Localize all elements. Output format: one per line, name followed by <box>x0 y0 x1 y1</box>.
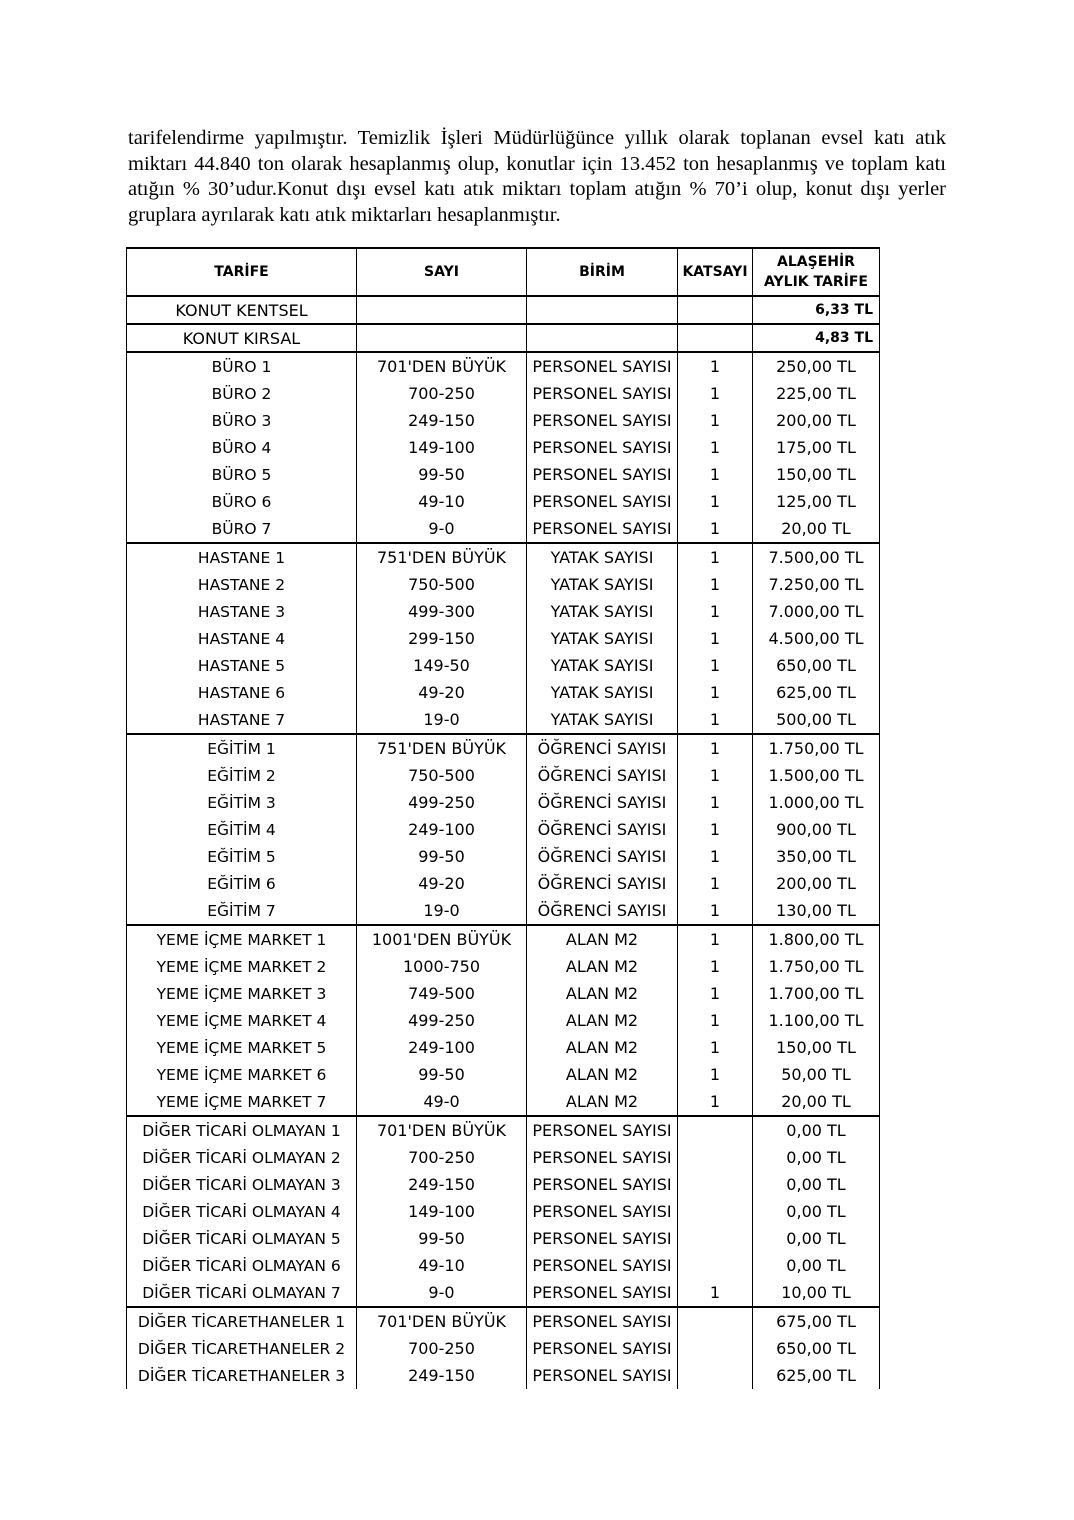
cell-sayi: 249-150 <box>357 1171 527 1198</box>
cell-birim: PERSONEL SAYISI <box>527 1279 678 1307</box>
table-row <box>127 1307 880 1335</box>
cell-birim: ÖĞRENCİ SAYISI <box>527 816 678 843</box>
cell-tarife: YEME İÇME MARKET 1 <box>127 925 357 953</box>
cell-birim: PERSONEL SAYISI <box>527 461 678 488</box>
cell-birim: ALAN M2 <box>527 953 678 980</box>
cell-sayi: 299-150 <box>357 625 527 652</box>
header-alasehir-line1: ALAŞEHİR <box>777 254 855 270</box>
cell-katsayi: 1 <box>678 897 753 925</box>
cell-katsayi <box>678 1362 753 1389</box>
cell-fiyat: 1.700,00 TL <box>753 980 880 1007</box>
cell-tarife: DİĞER TİCARİ OLMAYAN 3 <box>127 1171 357 1198</box>
cell-fiyat: 625,00 TL <box>753 679 880 706</box>
cell-sayi: 19-0 <box>357 706 527 734</box>
table-row <box>127 1034 880 1061</box>
cell-birim: PERSONEL SAYISI <box>527 1307 678 1335</box>
cell-birim: YATAK SAYISI <box>527 543 678 571</box>
konut-row <box>127 324 880 352</box>
cell-fiyat: 6,33 TL <box>753 296 880 324</box>
cell-tarife: HASTANE 4 <box>127 625 357 652</box>
table-header-row <box>127 248 880 296</box>
table-row <box>127 543 880 571</box>
cell-tarife: YEME İÇME MARKET 3 <box>127 980 357 1007</box>
cell-sayi: 19-0 <box>357 897 527 925</box>
cell-birim: ÖĞRENCİ SAYISI <box>527 870 678 897</box>
cell-katsayi <box>678 296 753 324</box>
cell-tarife: DİĞER TİCARİ OLMAYAN 2 <box>127 1144 357 1171</box>
cell-sayi: 99-50 <box>357 843 527 870</box>
cell-tarife: HASTANE 7 <box>127 706 357 734</box>
cell-katsayi <box>678 1198 753 1225</box>
cell-birim: YATAK SAYISI <box>527 652 678 679</box>
cell-tarife: EĞİTİM 2 <box>127 762 357 789</box>
cell-birim: YATAK SAYISI <box>527 625 678 652</box>
cell-sayi: 9-0 <box>357 1279 527 1307</box>
cell-tarife: HASTANE 6 <box>127 679 357 706</box>
cell-tarife: YEME İÇME MARKET 2 <box>127 953 357 980</box>
table-row <box>127 571 880 598</box>
cell-sayi: 49-20 <box>357 870 527 897</box>
cell-katsayi <box>678 1335 753 1362</box>
cell-birim <box>527 296 678 324</box>
cell-katsayi <box>678 1116 753 1144</box>
cell-tarife: DİĞER TİCARETHANELER 3 <box>127 1362 357 1389</box>
cell-birim: PERSONEL SAYISI <box>527 515 678 543</box>
table-row <box>127 706 880 734</box>
cell-sayi: 700-250 <box>357 1335 527 1362</box>
cell-katsayi: 1 <box>678 598 753 625</box>
cell-sayi: 1000-750 <box>357 953 527 980</box>
cell-sayi: 149-50 <box>357 652 527 679</box>
cell-tarife: YEME İÇME MARKET 7 <box>127 1088 357 1116</box>
cell-katsayi: 1 <box>678 434 753 461</box>
cell-birim: PERSONEL SAYISI <box>527 380 678 407</box>
cell-fiyat: 650,00 TL <box>753 652 880 679</box>
cell-birim: ALAN M2 <box>527 980 678 1007</box>
cell-tarife: EĞİTİM 7 <box>127 897 357 925</box>
cell-katsayi: 1 <box>678 1007 753 1034</box>
table-row <box>127 1198 880 1225</box>
cell-katsayi: 1 <box>678 870 753 897</box>
cell-birim: ALAN M2 <box>527 925 678 953</box>
cell-birim: ÖĞRENCİ SAYISI <box>527 897 678 925</box>
cell-fiyat: 20,00 TL <box>753 515 880 543</box>
cell-tarife: BÜRO 6 <box>127 488 357 515</box>
cell-fiyat: 200,00 TL <box>753 870 880 897</box>
cell-katsayi: 1 <box>678 706 753 734</box>
table-row <box>127 461 880 488</box>
table-row <box>127 598 880 625</box>
cell-sayi: 99-50 <box>357 1225 527 1252</box>
cell-birim: ÖĞRENCİ SAYISI <box>527 734 678 762</box>
tariff-table <box>126 247 880 1389</box>
cell-sayi: 700-250 <box>357 1144 527 1171</box>
table-row <box>127 789 880 816</box>
table-row <box>127 652 880 679</box>
cell-birim: PERSONEL SAYISI <box>527 1144 678 1171</box>
cell-fiyat: 1.100,00 TL <box>753 1007 880 1034</box>
cell-tarife: BÜRO 5 <box>127 461 357 488</box>
cell-tarife: EĞİTİM 1 <box>127 734 357 762</box>
cell-fiyat: 250,00 TL <box>753 352 880 380</box>
cell-tarife: HASTANE 2 <box>127 571 357 598</box>
cell-sayi: 149-100 <box>357 434 527 461</box>
table-row <box>127 897 880 925</box>
table-row <box>127 625 880 652</box>
table-row <box>127 734 880 762</box>
cell-fiyat: 175,00 TL <box>753 434 880 461</box>
cell-katsayi: 1 <box>678 352 753 380</box>
cell-sayi: 499-250 <box>357 1007 527 1034</box>
cell-sayi: 249-150 <box>357 1362 527 1389</box>
cell-birim <box>527 324 678 352</box>
cell-fiyat: 150,00 TL <box>753 461 880 488</box>
table-row <box>127 953 880 980</box>
header-tarife: TARİFE <box>127 248 357 296</box>
table-row <box>127 816 880 843</box>
cell-fiyat: 1.000,00 TL <box>753 789 880 816</box>
cell-sayi: 49-10 <box>357 488 527 515</box>
cell-sayi: 99-50 <box>357 461 527 488</box>
cell-fiyat: 650,00 TL <box>753 1335 880 1362</box>
cell-tarife: KONUT KENTSEL <box>127 296 357 324</box>
cell-fiyat: 0,00 TL <box>753 1225 880 1252</box>
cell-katsayi: 1 <box>678 925 753 953</box>
header-sayi: SAYI <box>357 248 527 296</box>
table-row <box>127 843 880 870</box>
table-row <box>127 1279 880 1307</box>
cell-birim: PERSONEL SAYISI <box>527 434 678 461</box>
cell-katsayi: 1 <box>678 543 753 571</box>
table-row <box>127 380 880 407</box>
cell-sayi: 751'DEN BÜYÜK <box>357 734 527 762</box>
table-row <box>127 1088 880 1116</box>
table-row <box>127 870 880 897</box>
table-row <box>127 762 880 789</box>
cell-fiyat: 350,00 TL <box>753 843 880 870</box>
cell-birim: PERSONEL SAYISI <box>527 488 678 515</box>
cell-fiyat: 20,00 TL <box>753 1088 880 1116</box>
cell-tarife: EĞİTİM 3 <box>127 789 357 816</box>
cell-tarife: DİĞER TİCARİ OLMAYAN 7 <box>127 1279 357 1307</box>
cell-tarife: BÜRO 3 <box>127 407 357 434</box>
cell-tarife: YEME İÇME MARKET 4 <box>127 1007 357 1034</box>
cell-tarife: BÜRO 4 <box>127 434 357 461</box>
cell-fiyat: 130,00 TL <box>753 897 880 925</box>
cell-sayi: 701'DEN BÜYÜK <box>357 1116 527 1144</box>
cell-sayi: 9-0 <box>357 515 527 543</box>
table-row <box>127 1007 880 1034</box>
cell-katsayi <box>678 1144 753 1171</box>
cell-tarife: HASTANE 3 <box>127 598 357 625</box>
table-row <box>127 980 880 1007</box>
cell-fiyat: 225,00 TL <box>753 380 880 407</box>
cell-tarife: BÜRO 1 <box>127 352 357 380</box>
cell-birim: PERSONEL SAYISI <box>527 1171 678 1198</box>
table-row <box>127 1225 880 1252</box>
cell-katsayi: 1 <box>678 762 753 789</box>
cell-tarife: DİĞER TİCARİ OLMAYAN 1 <box>127 1116 357 1144</box>
cell-birim: PERSONEL SAYISI <box>527 1116 678 1144</box>
cell-birim: YATAK SAYISI <box>527 598 678 625</box>
cell-sayi: 701'DEN BÜYÜK <box>357 352 527 380</box>
cell-fiyat: 7.250,00 TL <box>753 571 880 598</box>
cell-tarife: KONUT KIRSAL <box>127 324 357 352</box>
cell-sayi: 701'DEN BÜYÜK <box>357 1307 527 1335</box>
cell-sayi: 49-0 <box>357 1088 527 1116</box>
cell-sayi: 99-50 <box>357 1061 527 1088</box>
cell-tarife: DİĞER TİCARİ OLMAYAN 5 <box>127 1225 357 1252</box>
cell-sayi: 49-10 <box>357 1252 527 1279</box>
cell-birim: ALAN M2 <box>527 1061 678 1088</box>
cell-sayi: 499-300 <box>357 598 527 625</box>
cell-sayi: 750-500 <box>357 762 527 789</box>
cell-fiyat: 10,00 TL <box>753 1279 880 1307</box>
cell-katsayi: 1 <box>678 625 753 652</box>
cell-birim: PERSONEL SAYISI <box>527 1335 678 1362</box>
cell-birim: ÖĞRENCİ SAYISI <box>527 843 678 870</box>
cell-fiyat: 0,00 TL <box>753 1116 880 1144</box>
cell-katsayi <box>678 1225 753 1252</box>
cell-birim: PERSONEL SAYISI <box>527 1362 678 1389</box>
table-row <box>127 352 880 380</box>
cell-tarife: HASTANE 1 <box>127 543 357 571</box>
cell-katsayi: 1 <box>678 1279 753 1307</box>
cell-tarife: DİĞER TİCARİ OLMAYAN 6 <box>127 1252 357 1279</box>
cell-birim: ALAN M2 <box>527 1007 678 1034</box>
cell-tarife: DİĞER TİCARETHANELER 1 <box>127 1307 357 1335</box>
cell-fiyat: 200,00 TL <box>753 407 880 434</box>
cell-sayi <box>357 296 527 324</box>
table-row <box>127 679 880 706</box>
cell-fiyat: 0,00 TL <box>753 1144 880 1171</box>
cell-birim: PERSONEL SAYISI <box>527 352 678 380</box>
cell-katsayi: 1 <box>678 571 753 598</box>
cell-fiyat: 4,83 TL <box>753 324 880 352</box>
cell-fiyat: 1.750,00 TL <box>753 953 880 980</box>
cell-birim: YATAK SAYISI <box>527 571 678 598</box>
cell-fiyat: 500,00 TL <box>753 706 880 734</box>
cell-katsayi <box>678 1252 753 1279</box>
cell-tarife: YEME İÇME MARKET 6 <box>127 1061 357 1088</box>
cell-sayi: 750-500 <box>357 571 527 598</box>
cell-katsayi: 1 <box>678 789 753 816</box>
header-katsayi: KATSAYI <box>678 248 753 296</box>
header-alasehir-aylik-tarife <box>753 248 880 296</box>
cell-birim: PERSONEL SAYISI <box>527 1198 678 1225</box>
cell-birim: ÖĞRENCİ SAYISI <box>527 789 678 816</box>
cell-sayi: 700-250 <box>357 380 527 407</box>
header-birim: BİRİM <box>527 248 678 296</box>
cell-birim: PERSONEL SAYISI <box>527 1225 678 1252</box>
cell-sayi: 751'DEN BÜYÜK <box>357 543 527 571</box>
cell-katsayi: 1 <box>678 488 753 515</box>
cell-katsayi <box>678 324 753 352</box>
cell-birim: YATAK SAYISI <box>527 679 678 706</box>
cell-fiyat: 4.500,00 TL <box>753 625 880 652</box>
cell-sayi: 249-100 <box>357 1034 527 1061</box>
table-row <box>127 1252 880 1279</box>
intro-paragraph: tarifelendirme yapılmıştır. Temizlik İşleri Müdürlüğünce yıllık olarak toplanan evsel katı atık miktarı 44.840 ton olarak hesaplanmış olup, konutlar için 13.452 ton hesaplanmış ve toplam katı atığın % 30’udur.Konut dışı evsel katı atık miktarı toplam atığın % 70’i olup, konut dışı yerler gruplara ayrılarak katı atık miktarları hesaplanmıştır. <box>128 127 946 226</box>
cell-sayi: 499-250 <box>357 789 527 816</box>
cell-sayi <box>357 324 527 352</box>
cell-katsayi <box>678 1307 753 1335</box>
cell-tarife: EĞİTİM 6 <box>127 870 357 897</box>
cell-tarife: EĞİTİM 4 <box>127 816 357 843</box>
table-row <box>127 1335 880 1362</box>
cell-fiyat: 1.500,00 TL <box>753 762 880 789</box>
table-row <box>127 515 880 543</box>
cell-fiyat: 7.000,00 TL <box>753 598 880 625</box>
konut-row <box>127 296 880 324</box>
cell-fiyat: 50,00 TL <box>753 1061 880 1088</box>
table-row <box>127 1116 880 1144</box>
cell-tarife: BÜRO 7 <box>127 515 357 543</box>
cell-birim: ALAN M2 <box>527 1034 678 1061</box>
cell-tarife: DİĞER TİCARETHANELER 2 <box>127 1335 357 1362</box>
cell-sayi: 749-500 <box>357 980 527 1007</box>
cell-katsayi: 1 <box>678 1088 753 1116</box>
table-row <box>127 1171 880 1198</box>
cell-katsayi: 1 <box>678 1034 753 1061</box>
cell-sayi: 1001'DEN BÜYÜK <box>357 925 527 953</box>
cell-birim: YATAK SAYISI <box>527 706 678 734</box>
cell-sayi: 249-100 <box>357 816 527 843</box>
cell-katsayi: 1 <box>678 816 753 843</box>
cell-birim: ÖĞRENCİ SAYISI <box>527 762 678 789</box>
cell-fiyat: 900,00 TL <box>753 816 880 843</box>
cell-fiyat: 150,00 TL <box>753 1034 880 1061</box>
cell-tarife: EĞİTİM 5 <box>127 843 357 870</box>
table-row <box>127 434 880 461</box>
cell-sayi: 49-20 <box>357 679 527 706</box>
cell-fiyat: 0,00 TL <box>753 1198 880 1225</box>
cell-fiyat: 625,00 TL <box>753 1362 880 1389</box>
cell-katsayi: 1 <box>678 953 753 980</box>
cell-katsayi: 1 <box>678 380 753 407</box>
cell-birim: PERSONEL SAYISI <box>527 1252 678 1279</box>
cell-tarife: YEME İÇME MARKET 5 <box>127 1034 357 1061</box>
cell-tarife: HASTANE 5 <box>127 652 357 679</box>
table-row <box>127 488 880 515</box>
cell-fiyat: 675,00 TL <box>753 1307 880 1335</box>
cell-tarife: DİĞER TİCARİ OLMAYAN 4 <box>127 1198 357 1225</box>
table-row <box>127 925 880 953</box>
cell-katsayi: 1 <box>678 515 753 543</box>
cell-fiyat: 0,00 TL <box>753 1171 880 1198</box>
cell-fiyat: 1.800,00 TL <box>753 925 880 953</box>
cell-katsayi: 1 <box>678 980 753 1007</box>
cell-fiyat: 0,00 TL <box>753 1252 880 1279</box>
cell-sayi: 149-100 <box>357 1198 527 1225</box>
table-row <box>127 1144 880 1171</box>
cell-fiyat: 7.500,00 TL <box>753 543 880 571</box>
table-row <box>127 407 880 434</box>
cell-katsayi: 1 <box>678 679 753 706</box>
table-row <box>127 1362 880 1389</box>
cell-katsayi: 1 <box>678 734 753 762</box>
cell-fiyat: 1.750,00 TL <box>753 734 880 762</box>
cell-birim: ALAN M2 <box>527 1088 678 1116</box>
cell-tarife: BÜRO 2 <box>127 380 357 407</box>
cell-sayi: 249-150 <box>357 407 527 434</box>
cell-katsayi: 1 <box>678 1061 753 1088</box>
cell-fiyat: 125,00 TL <box>753 488 880 515</box>
cell-katsayi: 1 <box>678 461 753 488</box>
cell-katsayi: 1 <box>678 843 753 870</box>
cell-birim: PERSONEL SAYISI <box>527 407 678 434</box>
header-alasehir-line2: AYLIK TARİFE <box>764 274 868 290</box>
cell-katsayi <box>678 1171 753 1198</box>
cell-katsayi: 1 <box>678 407 753 434</box>
table-row <box>127 1061 880 1088</box>
cell-katsayi: 1 <box>678 652 753 679</box>
